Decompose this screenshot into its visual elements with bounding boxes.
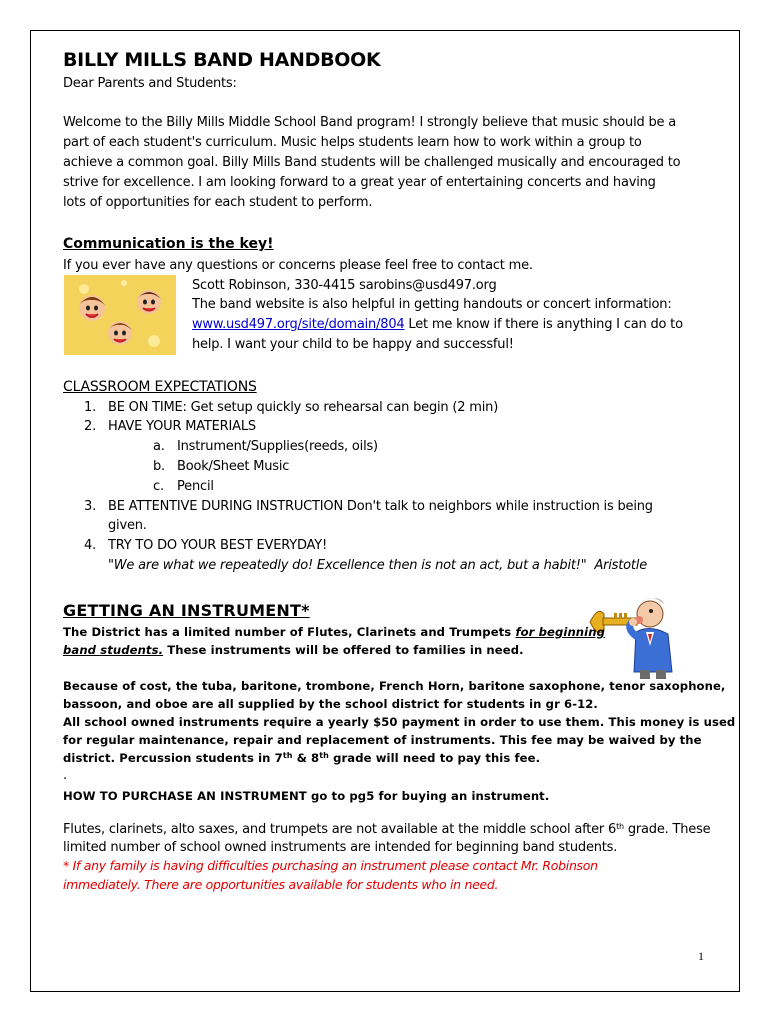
list-item: BE ATTENTIVE DURING INSTRUCTION Don't talk to neighbors while instruction is being (108, 499, 653, 514)
greeting: Dear Parents and Students: (63, 76, 237, 91)
page-number: 1 (698, 949, 704, 963)
district-text: The District has a limited number of Flutes, Clarinets and Trumpets (63, 625, 516, 639)
list-item-number: 4. (84, 538, 97, 553)
list-item-number: a. (153, 439, 165, 454)
link-line (192, 317, 683, 332)
welcome-line: strive for excellence. I am looking forward to a great year of entertaining concerts and having (63, 175, 656, 190)
cost-line: Because of cost, the tuba, baritone, trombone, French Horn, baritone saxophone, tenor saxophone, (63, 679, 726, 693)
cost-line: for regular maintenance, repair and replacement of instruments. This fee may be waived by the (63, 733, 702, 747)
classroom-heading: CLASSROOM EXPECTATIONS (63, 379, 257, 395)
sup-th: th (616, 822, 624, 831)
list-item-number: b. (153, 459, 165, 474)
list-item-number: 3. (84, 499, 97, 514)
quote-text: "We are what we repeatedly do! Excellence then is not an act, but a habit!" (108, 558, 587, 573)
list-item-number: c. (153, 479, 164, 494)
list-item: HAVE YOUR MATERIALS (108, 419, 256, 434)
face-bottom (108, 321, 132, 345)
availability-text-a: Flutes, clarinets, alto saxes, and trumpets are not available at the middle school after 6 (63, 822, 617, 837)
welcome-line: Welcome to the Billy Mills Middle School Band program! I strongly believe that music should be a (63, 115, 677, 130)
stray-dot: . (63, 768, 67, 783)
list-item: TRY TO DO YOUR BEST EVERYDAY! (108, 538, 327, 553)
for-beginning-text: for beginning (515, 625, 605, 639)
contact-info: Scott Robinson, 330-4415 sarobins@usd497.org (192, 278, 497, 293)
list-item-number: 1. (84, 400, 97, 415)
aristotle-quote (108, 558, 647, 573)
list-item: Book/Sheet Music (177, 459, 290, 474)
welcome-line: lots of opportunities for each student to perform. (63, 195, 373, 210)
face-right (137, 290, 161, 314)
list-item: Instrument/Supplies(reeds, oils) (177, 439, 378, 454)
welcome-line: achieve a common goal. Billy Mills Band students will be challenged musically and encouraged to (63, 155, 681, 170)
percussion-text-a: district. Percussion students in 7 (63, 751, 283, 765)
communication-heading: Communication is the key! (63, 236, 274, 252)
band-students-text: band students. (63, 643, 164, 657)
cost-line: bassoon, and oboe are all supplied by the school district for students in gr 6-12. (63, 697, 598, 711)
financial-help-note: * If any family is having difficulties purchasing an instrument please contact Mr. Robinson (63, 858, 598, 873)
list-item: BE ON TIME: Get setup quickly so rehearsal can begin (2 min) (108, 400, 499, 415)
communication-intro: If you ever have any questions or concerns please feel free to contact me. (63, 258, 533, 273)
closing-line: help. I want your child to be happy and successful! (192, 337, 514, 352)
sup-th: th (319, 751, 329, 760)
link-line-text: Let me know if there is anything I can do to (404, 317, 683, 332)
quote-author: Aristotle (594, 558, 648, 573)
welcome-line: part of each student's curriculum. Music helps students learn how to work within a group to (63, 135, 642, 150)
families-text: These instruments will be offered to families in need. (163, 643, 524, 657)
financial-help-note-2: immediately. There are opportunities available for students who in need. (63, 877, 499, 892)
face-left (79, 295, 105, 321)
district-line-1 (63, 625, 605, 639)
cost-line: All school owned instruments require a yearly $50 payment in order to use them. This money is used (63, 715, 736, 729)
instrument-heading: GETTING AN INSTRUMENT* (63, 601, 310, 620)
availability-text-b: grade. These (623, 822, 711, 837)
availability-line (63, 822, 710, 837)
page-title: BILLY MILLS BAND HANDBOOK (63, 49, 381, 71)
district-line-2 (63, 643, 524, 657)
percussion-text-c: grade will need to pay this fee. (328, 751, 541, 765)
availability-line-2: limited number of school owned instruments are intended for beginning band students. (63, 840, 618, 855)
list-item: Pencil (177, 479, 214, 494)
website-line: The band website is also helpful in getting handouts or concert information: (192, 297, 672, 312)
percussion-line (63, 751, 540, 765)
band-website-link[interactable]: www.usd497.org/site/domain/804 (192, 317, 405, 332)
purchase-instructions: HOW TO PURCHASE AN INSTRUMENT go to pg5 for buying an instrument. (63, 789, 550, 803)
list-item-number: 2. (84, 419, 97, 434)
percussion-text-b: & 8 (292, 751, 320, 765)
sup-th: th (282, 751, 293, 760)
list-item: given. (108, 518, 147, 533)
happy-faces-image (64, 275, 176, 355)
